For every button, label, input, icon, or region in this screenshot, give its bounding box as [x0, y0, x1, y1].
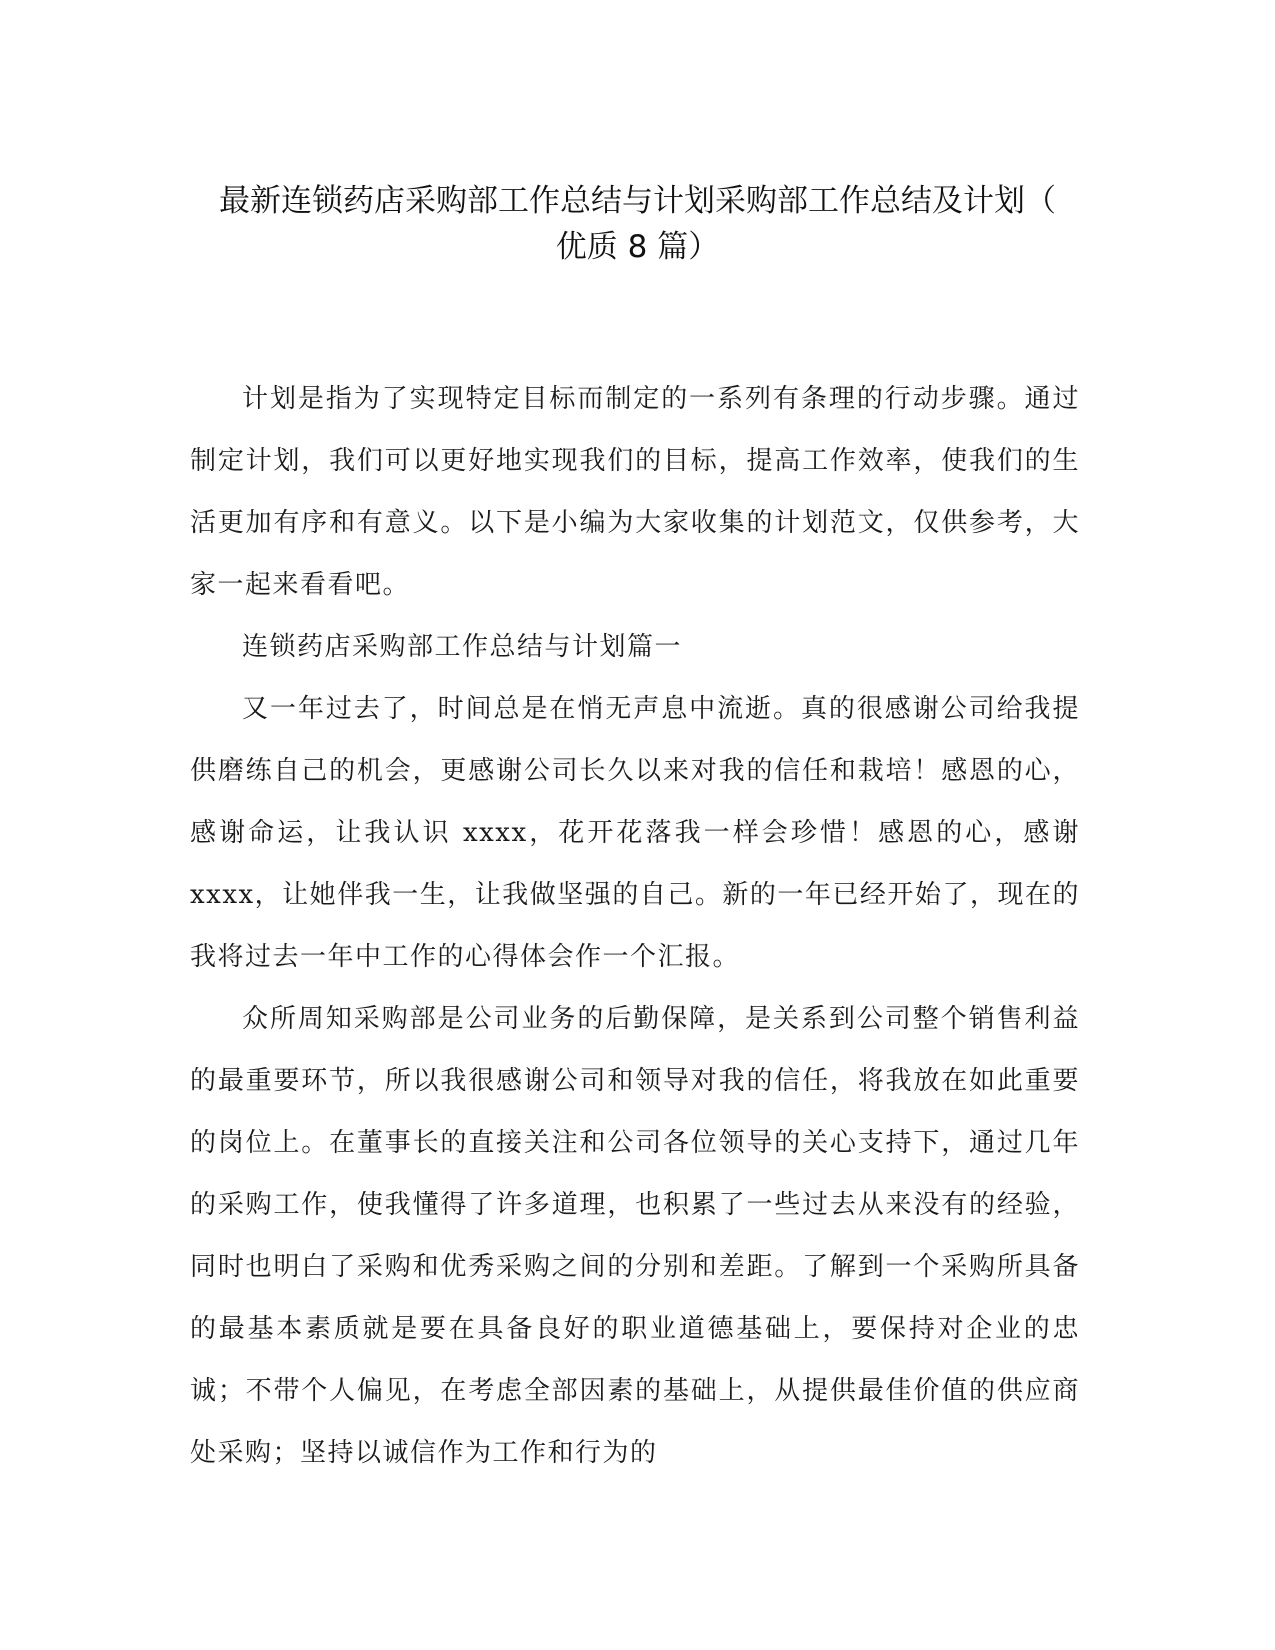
document-body: [190, 368, 1080, 1484]
document-title-line-1: 最新连锁药店采购部工作总结与计划采购部工作总结及计划（: [219, 183, 1056, 219]
intro-paragraph: 计划是指为了实现特定目标而制定的一系列有条理的行动步骤。通过制定计划，我们可以更好地实现我们的目标，提高工作效率，使我们的生活更加有序和有意义。以下是小编为大家收集的计划范文，仅供参考，大家一起来看看吧。: [190, 384, 1080, 600]
document-title: [150, 178, 1125, 270]
section-heading: 连锁药店采购部工作总结与计划篇一: [242, 632, 683, 662]
body-paragraph: 又一年过去了，时间总是在悄无声息中流逝。真的很感谢公司给我提供磨练自己的机会，更感谢公司长久以来对我的信任和栽培！感恩的心，感谢命运，让我认识 xxxx，花开花落我一样会珍惜！感恩的心，感谢 xxxx，让她伴我一生，让我做坚强的自己。新的一年已经开始了，现在的我将过去一年中工作的心得体会作一个汇报。: [190, 694, 1080, 972]
body-paragraph: 众所周知采购部是公司业务的后勤保障，是关系到公司整个销售利益的最重要环节，所以我很感谢公司和领导对我的信任，将我放在如此重要的岗位上。在董事长的直接关注和公司各位领导的关心支持下，通过几年的采购工作，使我懂得了许多道理，也积累了一些过去从来没有的经验，同时也明白了采购和优秀采购之间的分别和差距。了解到一个采购所具备的最基本素质就是要在具备良好的职业道德基础上，要保持对企业的忠诚；不带个人偏见，在考虑全部因素的基础上，从提供最佳价值的供应商处采购；坚持以诚信作为工作和行为的: [190, 1004, 1080, 1468]
document-title-line-2: 优质 8 篇）: [555, 229, 720, 265]
